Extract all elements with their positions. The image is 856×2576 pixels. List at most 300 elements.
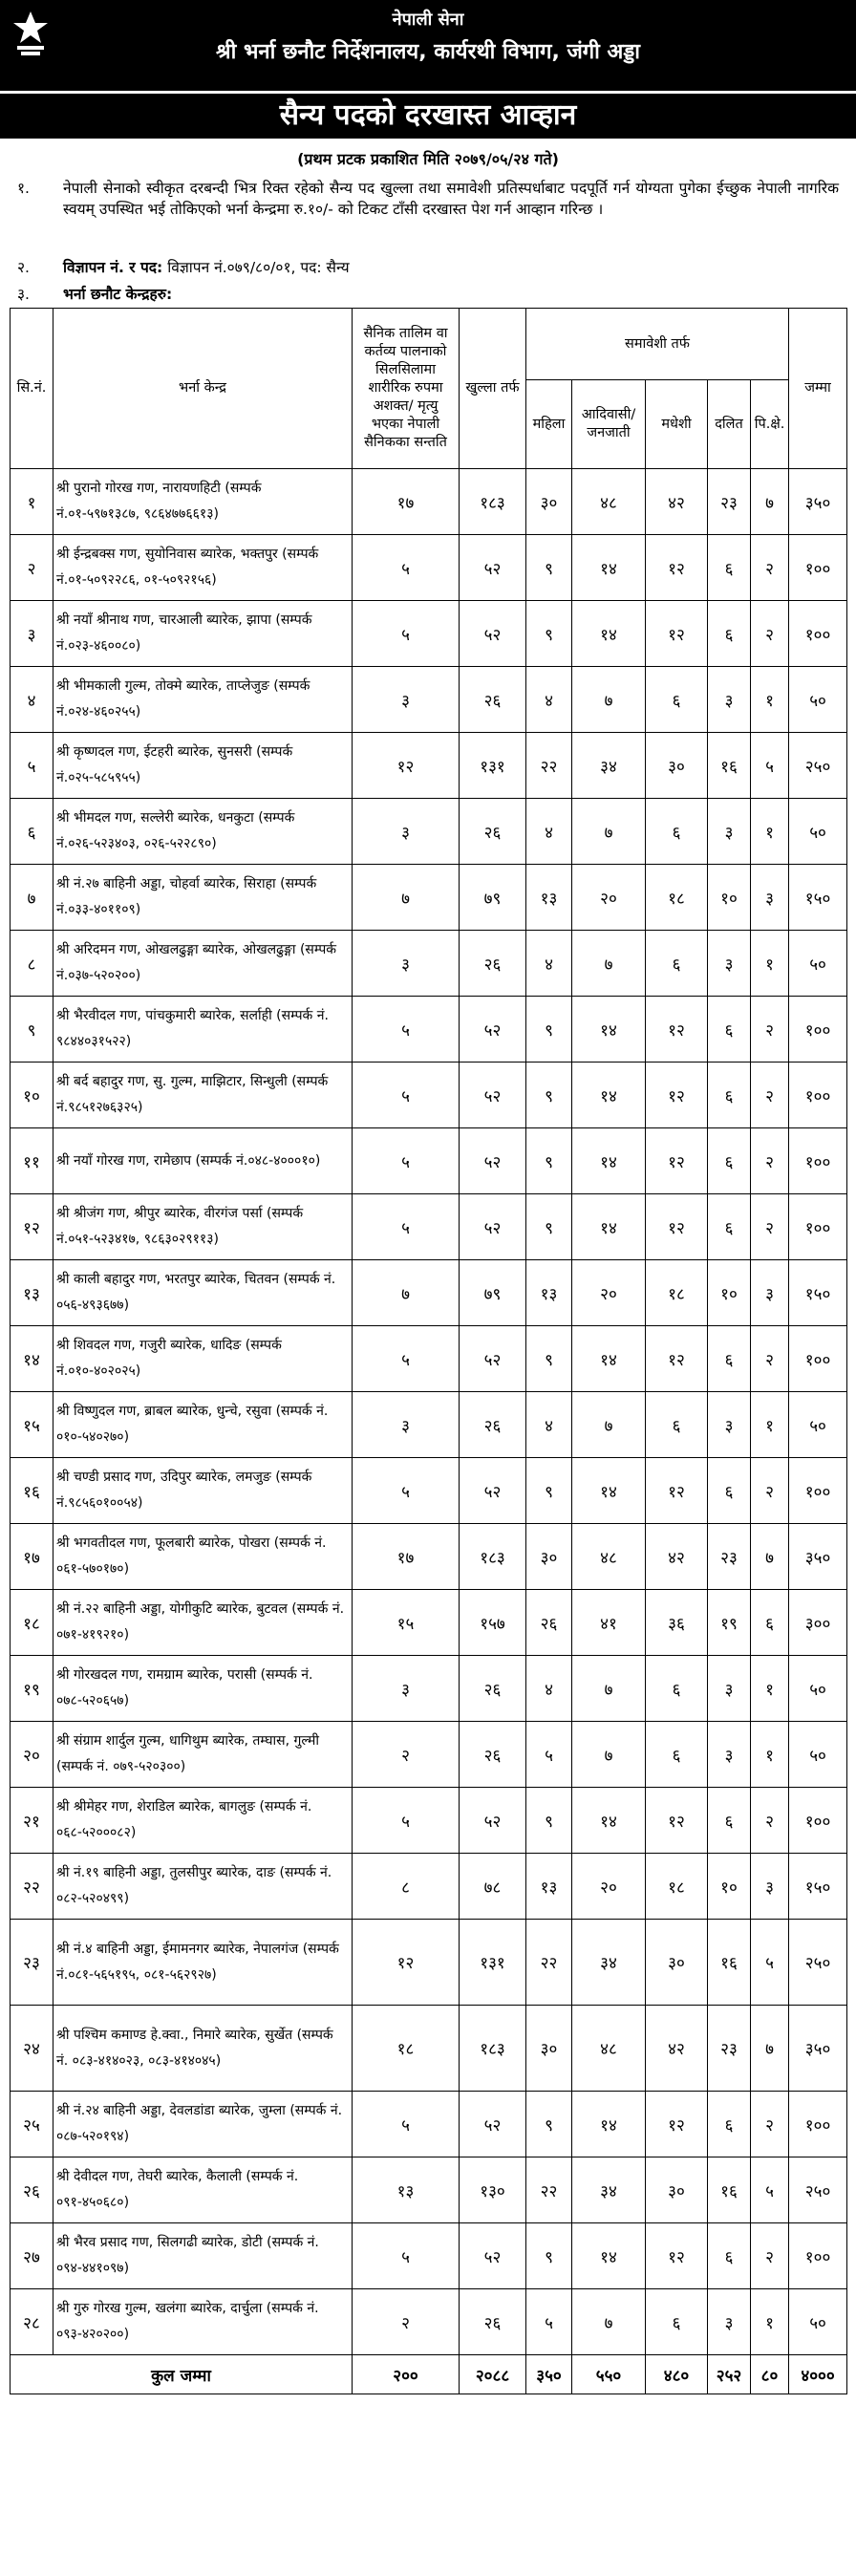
cell-dalit: २३ (708, 1524, 751, 1590)
cell-open: २६ (460, 1722, 526, 1788)
header-line-2: श्री भर्ना छनौट निर्देशनालय, कार्यरथी विभाग, जंगी अड्डा (216, 40, 640, 64)
header-total: जम्मा (789, 309, 847, 469)
cell-open: २६ (460, 667, 526, 733)
cell-madhesi: १२ (646, 1063, 708, 1128)
cell-open: २६ (460, 931, 526, 997)
cell-martyr: ८ (353, 1854, 460, 1920)
cell-madhesi: १२ (646, 535, 708, 601)
cell-madhesi: १२ (646, 1788, 708, 1854)
cell-dalit: ६ (708, 2223, 751, 2289)
cell-janajati: १४ (572, 2223, 646, 2289)
cell-martyr: १७ (353, 469, 460, 535)
cell-open: ५२ (460, 2223, 526, 2289)
cell-dalit: १० (708, 865, 751, 931)
cell-women: ५ (526, 2289, 572, 2355)
cell-janajati: ३४ (572, 733, 646, 799)
cell-madhesi: ६ (646, 799, 708, 865)
cell-total: १०० (789, 1063, 847, 1128)
cell-janajati: १४ (572, 1326, 646, 1392)
cell-backward: २ (751, 2223, 789, 2289)
cell-women: ३० (526, 1524, 572, 1590)
cell-center: श्री पुरानो गोरख गण, नारायणहिटी (सम्पर्क नं.०१-५९७१३८७, ९८६४७७६६१३) (54, 469, 353, 535)
cell-open: ५२ (460, 1128, 526, 1194)
cell-women: १३ (526, 865, 572, 931)
cell-open: ५२ (460, 1326, 526, 1392)
cell-center: श्री नयाँ गोरख गण, रामेछाप (सम्पर्क नं.०४८-४०००१०) (54, 1128, 353, 1194)
table-row (11, 997, 847, 1063)
cell-backward: २ (751, 997, 789, 1063)
cell-martyr: १२ (353, 1920, 460, 2006)
paragraph-1-number: १. (17, 180, 30, 197)
cell-sn: १२ (11, 1194, 54, 1260)
cell-sn: ८ (11, 931, 54, 997)
cell-backward: २ (751, 1063, 789, 1128)
cell-center: श्री अरिदमन गण, ओखलढुङ्गा ब्यारेक, ओखलढुङ्गा (सम्पर्क नं.०३७-५२०२००) (54, 931, 353, 997)
cell-madhesi: ३० (646, 1920, 708, 2006)
cell-total: १५० (789, 1854, 847, 1920)
paragraph-1-text: नेपाली सेनाको स्वीकृत दरबन्दी भित्र रिक्त रहेको सैन्य पद खुल्ला तथा समावेशी प्रतिस्पर्धाबाट पदपूर्ति गर्न योग्यता पुगेका ईच्छुक नेपाली नागरिक स्वयम् उपस्थित भई तोकिएको भर्ना केन्द्रमा रु.१०/- को टिकट टाँसी दरखास्त पेश गर्न आव्हान गरिन्छ । (63, 180, 839, 218)
cell-dalit: ६ (708, 1063, 751, 1128)
cell-center: श्री नयाँ श्रीनाथ गण, चारआली ब्यारेक, झापा (सम्पर्क नं.०२३-४६००८०) (54, 601, 353, 667)
total-open: २०८८ (460, 2355, 526, 2394)
table-row (11, 601, 847, 667)
cell-center: श्री गोरखदल गण, रामग्राम ब्यारेक, परासी (सम्पर्क नं. ०७८-५२०६५७) (54, 1656, 353, 1722)
cell-sn: १३ (11, 1260, 54, 1326)
cell-martyr: १५ (353, 1590, 460, 1656)
cell-sn: १८ (11, 1590, 54, 1656)
cell-sn: १५ (11, 1392, 54, 1458)
cell-madhesi: १२ (646, 2092, 708, 2157)
cell-total: ५० (789, 1722, 847, 1788)
cell-dalit: ३ (708, 1392, 751, 1458)
header-martyr-quota: सैनिक तालिम वा कर्तव्य पालनाको सिलसिलामा शारीरिक रुपमा अशक्त/ मृत्यु भएका नेपाली सैनिकका सन्तति (353, 309, 460, 469)
cell-women: ९ (526, 997, 572, 1063)
total-martyr: २०० (353, 2355, 460, 2394)
cell-women: २२ (526, 1920, 572, 2006)
cell-janajati: १४ (572, 1063, 646, 1128)
cell-janajati: ४१ (572, 1590, 646, 1656)
table-row (11, 1326, 847, 1392)
cell-sn: १९ (11, 1656, 54, 1722)
header-sn: सि.नं. (11, 309, 54, 469)
header-dalit: दलित (708, 380, 751, 469)
cell-madhesi: १२ (646, 601, 708, 667)
cell-martyr: ३ (353, 931, 460, 997)
cell-open: २६ (460, 1392, 526, 1458)
cell-sn: २२ (11, 1854, 54, 1920)
cell-center: श्री ईन्द्रबक्स गण, सुयोनिवास ब्यारेक, भक्तपुर (सम्पर्क नं.०१-५०९२२८६, ०१-५०९२१५६) (54, 535, 353, 601)
cell-open: १३१ (460, 1920, 526, 2006)
cell-martyr: ५ (353, 1194, 460, 1260)
cell-open: ५२ (460, 2092, 526, 2157)
cell-open: २६ (460, 2289, 526, 2355)
cell-backward: १ (751, 799, 789, 865)
cell-total: ५० (789, 1656, 847, 1722)
table-row (11, 931, 847, 997)
cell-women: ४ (526, 1656, 572, 1722)
cell-total: १५० (789, 865, 847, 931)
paragraph-2-label: विज्ञापन नं. र पद: (63, 259, 163, 276)
cell-center: श्री श्रीमेहर गण, शेराडिल ब्यारेक, बागलुङ (सम्पर्क नं. ०६८-५२०००८२) (54, 1788, 353, 1854)
cell-backward: १ (751, 1722, 789, 1788)
cell-martyr: ७ (353, 865, 460, 931)
cell-women: ९ (526, 1194, 572, 1260)
cell-women: ९ (526, 2092, 572, 2157)
cell-janajati: २० (572, 865, 646, 931)
cell-center: श्री नं.२४ बाहिनी अड्डा, देवलडांडा ब्यारेक, जुम्ला (सम्पर्क नं. ०८७-५२०१९४) (54, 2092, 353, 2157)
cell-janajati: २० (572, 1854, 646, 1920)
table-row (11, 535, 847, 601)
cell-dalit: ३ (708, 799, 751, 865)
cell-backward: १ (751, 2289, 789, 2355)
cell-backward: ६ (751, 1590, 789, 1656)
total-grand: ४००० (789, 2355, 847, 2394)
total-dalit: २५२ (708, 2355, 751, 2394)
cell-madhesi: १८ (646, 1854, 708, 1920)
table-row (11, 1260, 847, 1326)
cell-dalit: ६ (708, 601, 751, 667)
cell-center: श्री श्रीजंग गण, श्रीपुर ब्यारेक, वीरगंज पर्सा (सम्पर्क नं.०५१-५२३४१७, ९८६३०२९११३) (54, 1194, 353, 1260)
cell-backward: २ (751, 1788, 789, 1854)
cell-center: श्री कृष्णदल गण, ईटहरी ब्यारेक, सुनसरी (सम्पर्क नं.०२५-५८५९५५) (54, 733, 353, 799)
paragraph-2-number: २. (17, 259, 30, 276)
cell-madhesi: १२ (646, 1194, 708, 1260)
cell-women: ४ (526, 931, 572, 997)
cell-janajati: ७ (572, 2289, 646, 2355)
table-row (11, 1656, 847, 1722)
cell-backward: २ (751, 1326, 789, 1392)
cell-madhesi: १२ (646, 1128, 708, 1194)
table-row (11, 2092, 847, 2157)
cell-backward: २ (751, 601, 789, 667)
cell-martyr: ५ (353, 2092, 460, 2157)
cell-dalit: ६ (708, 535, 751, 601)
header-line-1: नेपाली सेना (392, 10, 464, 30)
cell-backward: १ (751, 1656, 789, 1722)
cell-backward: ५ (751, 1920, 789, 2006)
cell-total: १०० (789, 1788, 847, 1854)
cell-women: २६ (526, 1590, 572, 1656)
header-madhesi: मधेशी (646, 380, 708, 469)
table-row (11, 2006, 847, 2092)
cell-center: श्री भैरवीदल गण, पांचकुमारी ब्यारेक, सर्लाही (सम्पर्क नं. ९८४४०३१५२२) (54, 997, 353, 1063)
cell-total: ३५० (789, 1524, 847, 1590)
cell-center: श्री भीमकाली गुल्म, तोक्मे ब्यारेक, ताप्लेजुङ (सम्पर्क नं.०२४-४६०२५५) (54, 667, 353, 733)
cell-janajati: ३४ (572, 1920, 646, 2006)
cell-backward: ७ (751, 469, 789, 535)
cell-janajati: १४ (572, 997, 646, 1063)
cell-total: ३५० (789, 469, 847, 535)
cell-janajati: ७ (572, 799, 646, 865)
header-women: महिला (526, 380, 572, 469)
cell-women: २२ (526, 2157, 572, 2223)
cell-dalit: ३ (708, 667, 751, 733)
cell-total: १०० (789, 1128, 847, 1194)
cell-dalit: १६ (708, 2157, 751, 2223)
cell-dalit: ३ (708, 1722, 751, 1788)
header-center: भर्ना केन्द्र (54, 309, 353, 469)
cell-open: १८३ (460, 469, 526, 535)
cell-sn: २८ (11, 2289, 54, 2355)
cell-total: ५० (789, 931, 847, 997)
cell-total: २५० (789, 733, 847, 799)
cell-madhesi: ६ (646, 1392, 708, 1458)
cell-martyr: ५ (353, 601, 460, 667)
cell-open: ७९ (460, 865, 526, 931)
cell-madhesi: ३० (646, 733, 708, 799)
cell-sn: १० (11, 1063, 54, 1128)
cell-sn: २३ (11, 1920, 54, 2006)
table-row (11, 1524, 847, 1590)
cell-dalit: १९ (708, 1590, 751, 1656)
cell-total: ५० (789, 1392, 847, 1458)
cell-sn: ९ (11, 997, 54, 1063)
cell-open: ५२ (460, 1788, 526, 1854)
cell-center: श्री नं.४ बाहिनी अड्डा, ईमामनगर ब्यारेक, नेपालगंज (सम्पर्क नं.०८१-५६५१९५, ०८१-५६२९२७) (54, 1920, 353, 2006)
cell-backward: २ (751, 1458, 789, 1524)
cell-dalit: १६ (708, 1920, 751, 2006)
cell-janajati: २० (572, 1260, 646, 1326)
cell-sn: ४ (11, 667, 54, 733)
paragraph-2 (17, 256, 350, 277)
table-row (11, 2289, 847, 2355)
cell-total: १०० (789, 2223, 847, 2289)
cell-total: ५० (789, 667, 847, 733)
cell-backward: ५ (751, 2157, 789, 2223)
cell-sn: २५ (11, 2092, 54, 2157)
table-row (11, 2223, 847, 2289)
cell-martyr: २ (353, 2289, 460, 2355)
cell-madhesi: ३६ (646, 1590, 708, 1656)
table-row (11, 1722, 847, 1788)
cell-sn: ११ (11, 1128, 54, 1194)
cell-backward: ७ (751, 1524, 789, 1590)
cell-sn: ६ (11, 799, 54, 865)
cell-madhesi: ४२ (646, 469, 708, 535)
cell-women: ९ (526, 601, 572, 667)
cell-janajati: ७ (572, 1656, 646, 1722)
cell-center: श्री भैरव प्रसाद गण, सिलगढी ब्यारेक, डोटी (सम्पर्क नं. ०९४-४४१०९७) (54, 2223, 353, 2289)
cell-madhesi: ६ (646, 931, 708, 997)
cell-martyr: ५ (353, 1063, 460, 1128)
cell-sn: २४ (11, 2006, 54, 2092)
cell-sn: २ (11, 535, 54, 601)
cell-center: श्री गुरु गोरख गुल्म, खलंगा ब्यारेक, दार्चुला (सम्पर्क नं. ०९३-४२०२००) (54, 2289, 353, 2355)
cell-open: ५२ (460, 535, 526, 601)
cell-total: १०० (789, 1326, 847, 1392)
cell-women: ९ (526, 1326, 572, 1392)
cell-center: श्री नं.१९ बाहिनी अड्डा, तुलसीपुर ब्यारेक, दाङ (सम्पर्क नं. ०८२-५२०४९९) (54, 1854, 353, 1920)
cell-martyr: ५ (353, 1326, 460, 1392)
header-janajati: आदिवासी/ जनजाती (572, 380, 646, 469)
table-row (11, 2157, 847, 2223)
cell-center: श्री विष्णुदल गण, ब्राबल ब्यारेक, धुन्चे, रसुवा (सम्पर्क नं. ०१०-५४०२७०) (54, 1392, 353, 1458)
cell-sn: १ (11, 469, 54, 535)
total-row (11, 2355, 847, 2394)
cell-dalit: २३ (708, 2006, 751, 2092)
recruitment-centers-table (10, 308, 847, 2394)
cell-sn: ५ (11, 733, 54, 799)
cell-women: ४ (526, 667, 572, 733)
cell-backward: २ (751, 1194, 789, 1260)
cell-women: ३० (526, 469, 572, 535)
cell-martyr: ५ (353, 2223, 460, 2289)
cell-center: श्री संग्राम शार्दुल गुल्म, धागिथुम ब्यारेक, तम्घास, गुल्मी (सम्पर्क नं. ०७९-५२०३००) (54, 1722, 353, 1788)
cell-janajati: ७ (572, 1722, 646, 1788)
cell-women: ३० (526, 2006, 572, 2092)
cell-open: २६ (460, 1656, 526, 1722)
table-row (11, 1392, 847, 1458)
total-women: ३५० (526, 2355, 572, 2394)
cell-sn: २६ (11, 2157, 54, 2223)
cell-center: श्री देवीदल गण, तेघरी ब्यारेक, कैलाली (सम्पर्क नं. ०९१-४५०६८०) (54, 2157, 353, 2223)
cell-dalit: १० (708, 1260, 751, 1326)
cell-open: १५७ (460, 1590, 526, 1656)
header-inclusive: समावेशी तर्फ (526, 309, 789, 380)
cell-open: ५२ (460, 1063, 526, 1128)
cell-janajati: ४८ (572, 469, 646, 535)
cell-center: श्री बर्द बहादुर गण, सु. गुल्म, माझिटार, सिन्धुली (सम्पर्क नं.९८५१२७६३२५) (54, 1063, 353, 1128)
cell-backward: १ (751, 667, 789, 733)
cell-women: ९ (526, 1128, 572, 1194)
cell-dalit: ६ (708, 1458, 751, 1524)
publish-date: (प्रथम प्रटक प्रकाशित मिति २०७९/०५/२४ गते) (297, 150, 559, 168)
cell-martyr: १२ (353, 733, 460, 799)
cell-madhesi: ६ (646, 1656, 708, 1722)
cell-dalit: ३ (708, 2289, 751, 2355)
table-row (11, 799, 847, 865)
total-madhesi: ४८० (646, 2355, 708, 2394)
cell-madhesi: १२ (646, 997, 708, 1063)
cell-martyr: ५ (353, 997, 460, 1063)
cell-dalit: १६ (708, 733, 751, 799)
cell-backward: ३ (751, 1260, 789, 1326)
cell-madhesi: ४२ (646, 2006, 708, 2092)
cell-janajati: १४ (572, 1128, 646, 1194)
cell-total: २५० (789, 1920, 847, 2006)
table-row (11, 1854, 847, 1920)
cell-dalit: १० (708, 1854, 751, 1920)
cell-janajati: १४ (572, 1458, 646, 1524)
cell-martyr: १७ (353, 1524, 460, 1590)
cell-dalit: ६ (708, 1128, 751, 1194)
cell-center: श्री नं.२२ बाहिनी अड्डा, योगीकुटि ब्यारेक, बुटवल (सम्पर्क नं. ०७१-४१९२१०) (54, 1590, 353, 1656)
cell-martyr: ३ (353, 799, 460, 865)
cell-total: २५० (789, 2157, 847, 2223)
cell-janajati: ७ (572, 1392, 646, 1458)
cell-dalit: ६ (708, 1194, 751, 1260)
cell-martyr: २ (353, 1722, 460, 1788)
paragraph-3-label: भर्ना छनौट केन्द्रहरु: (63, 286, 173, 303)
cell-total: ५० (789, 799, 847, 865)
total-janajati: ५५० (572, 2355, 646, 2394)
cell-martyr: १३ (353, 2157, 460, 2223)
cell-backward: २ (751, 1128, 789, 1194)
cell-madhesi: १८ (646, 1260, 708, 1326)
cell-backward: २ (751, 535, 789, 601)
cell-total: १५० (789, 1260, 847, 1326)
cell-backward: २ (751, 2092, 789, 2157)
table-row (11, 1590, 847, 1656)
cell-women: ५ (526, 1722, 572, 1788)
cell-dalit: ६ (708, 1788, 751, 1854)
cell-women: ९ (526, 1788, 572, 1854)
cell-women: ९ (526, 2223, 572, 2289)
cell-total: ३०० (789, 1590, 847, 1656)
cell-center: श्री भीमदल गण, सल्लेरी ब्यारेक, धनकुटा (सम्पर्क नं.०२६-५२३४०३, ०२६-५२२८९०) (54, 799, 353, 865)
cell-open: १३१ (460, 733, 526, 799)
cell-madhesi: ६ (646, 2289, 708, 2355)
cell-martyr: ५ (353, 535, 460, 601)
cell-martyr: ५ (353, 1788, 460, 1854)
title-bar (0, 91, 856, 139)
header-backward-region: पि.क्षे. (751, 380, 789, 469)
cell-open: ७९ (460, 1260, 526, 1326)
cell-total: १०० (789, 997, 847, 1063)
table-row (11, 733, 847, 799)
cell-janajati: ७ (572, 667, 646, 733)
page-title: सैन्य पदको दरखास्त आव्हान (279, 98, 577, 132)
cell-center: श्री नं.२७ बाहिनी अड्डा, चोहर्वा ब्यारेक, सिराहा (सम्पर्क नं.०३३-४०११०९) (54, 865, 353, 931)
cell-center: श्री भगवतीदल गण, फूलबारी ब्यारेक, पोखरा (सम्पर्क नं. ०६१-५७०१७०) (54, 1524, 353, 1590)
cell-janajati: ३४ (572, 2157, 646, 2223)
cell-women: १३ (526, 1260, 572, 1326)
cell-sn: २० (11, 1722, 54, 1788)
cell-sn: ७ (11, 865, 54, 931)
cell-janajati: १४ (572, 601, 646, 667)
cell-backward: ३ (751, 865, 789, 931)
cell-total: १०० (789, 601, 847, 667)
cell-janajati: ४८ (572, 2006, 646, 2092)
total-label: कुल जम्मा (11, 2355, 353, 2394)
total-backward: ८० (751, 2355, 789, 2394)
cell-janajati: १४ (572, 535, 646, 601)
cell-dalit: ६ (708, 997, 751, 1063)
table-row (11, 865, 847, 931)
cell-open: ५२ (460, 601, 526, 667)
cell-total: ३५० (789, 2006, 847, 2092)
table-row (11, 469, 847, 535)
cell-dalit: ३ (708, 1656, 751, 1722)
cell-women: ९ (526, 535, 572, 601)
cell-open: २६ (460, 799, 526, 865)
cell-madhesi: १८ (646, 865, 708, 931)
cell-women: ४ (526, 799, 572, 865)
cell-sn: २७ (11, 2223, 54, 2289)
paragraph-3 (17, 283, 172, 304)
cell-sn: २१ (11, 1788, 54, 1854)
cell-women: ९ (526, 1458, 572, 1524)
cell-madhesi: १२ (646, 2223, 708, 2289)
cell-open: ५२ (460, 1194, 526, 1260)
cell-dalit: २३ (708, 469, 751, 535)
cell-women: ९ (526, 1063, 572, 1128)
table-row (11, 1063, 847, 1128)
cell-janajati: ४८ (572, 1524, 646, 1590)
cell-backward: ७ (751, 2006, 789, 2092)
table-row (11, 1920, 847, 2006)
cell-martyr: ५ (353, 1128, 460, 1194)
table-row (11, 667, 847, 733)
cell-total: १०० (789, 535, 847, 601)
cell-sn: १६ (11, 1458, 54, 1524)
cell-women: २२ (526, 733, 572, 799)
cell-open: ७८ (460, 1854, 526, 1920)
cell-backward: १ (751, 931, 789, 997)
cell-madhesi: १२ (646, 1458, 708, 1524)
cell-madhesi: ४२ (646, 1524, 708, 1590)
cell-open: ५२ (460, 1458, 526, 1524)
